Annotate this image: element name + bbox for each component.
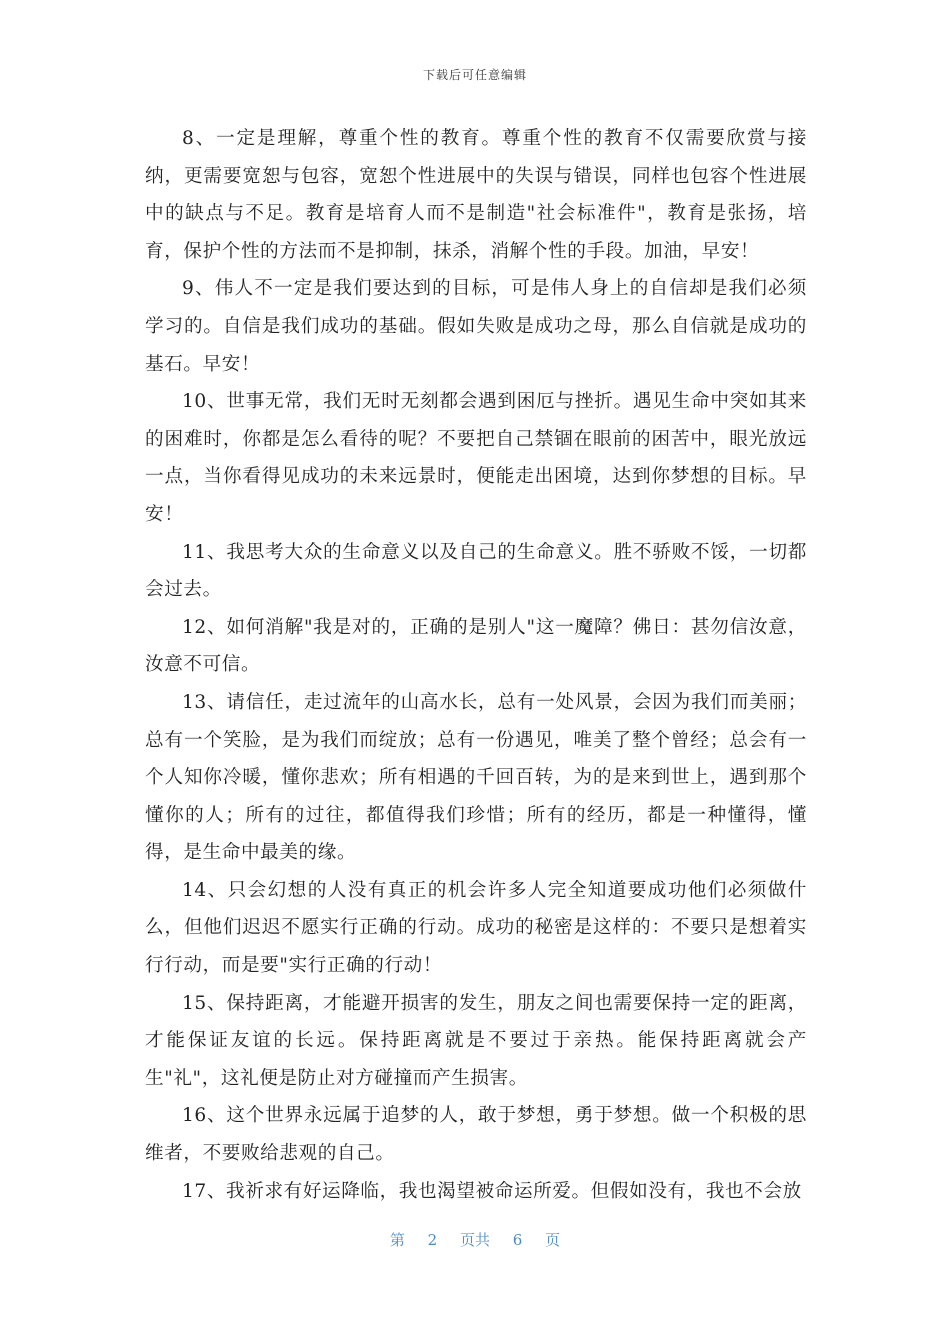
paragraph-8: 8、一定是理解，尊重个性的教育。尊重个性的教育不仅需要欣赏与接纳，更需要宽恕与包容，宽恕个性进展中的失误与错误，同样也包容个性进展中的缺点与不足。教育是培育人而不是制造"社会标准件"，教育是张扬，培育，保护个性的方法而不是抑制，抹杀，消解个性的手段。加油，早安！	[145, 128, 807, 262]
footer-suffix: 页	[545, 1231, 561, 1249]
paragraph-11: 11、我思考大众的生命意义以及自己的生命意义。胜不骄败不馁，一切都会过去。	[145, 541, 807, 601]
footer-total-pages: 6	[512, 1231, 523, 1249]
paragraph-12: 12、如何消解"我是对的，正确的是别人"这一魔障？佛日：甚勿信汝意，汝意不可信。	[145, 616, 807, 676]
paragraph-16: 16、这个世界永远属于追梦的人，敢于梦想，勇于梦想。做一个积极的思维者，不要败给悲观的自己。	[145, 1105, 807, 1165]
paragraph-14: 14、只会幻想的人没有真正的机会许多人完全知道要成功他们必须做什么，但他们迟迟不愿实行正确的行动。成功的秘密是这样的：不要只是想着实行行动，而是要"实行正确的行动！	[145, 879, 807, 977]
paragraph-17: 17、我祈求有好运降临，我也渴望被命运所爱。但假如没有，我也不会放	[182, 1180, 802, 1202]
paragraph-9: 9、伟人不一定是我们要达到的目标，可是伟人身上的自信却是我们必须学习的。自信是我们成功的基础。假如失败是成功之母，那么自信就是成功的基石。早安！	[145, 278, 807, 375]
paragraph-10: 10、世事无常，我们无时无刻都会遇到困厄与挫折。遇见生命中突如其来的困难时，你都是怎么看待的呢？不要把自己禁锢在眼前的困苦中，眼光放远一点，当你看得见成功的未来远景时，便能走出困境，达到你梦想的目标。早安！	[145, 391, 807, 525]
paragraph-15: 15、保持距离，才能避开损害的发生，朋友之间也需要保持一定的距离，才能保证友谊的长远。保持距离就是不要过于亲热。能保持距离就会产生"礼"，这礼便是防止对方碰撞而产生损害。	[145, 992, 807, 1089]
paragraph-13: 13、请信任，走过流年的山高水长，总有一处风景，会因为我们而美丽；总有一个笑脸，是为我们而绽放；总有一份遇见，唯美了整个曾经；总会有一个人知你冷暖，懂你悲欢；所有相遇的千回百转，为的是来到世上，遇到那个懂你的人；所有的过往，都值得我们珍惜；所有的经历，都是一种懂得，懂得，是生命中最美的缘。	[145, 691, 807, 864]
page-header: 下载后可任意编辑	[422, 68, 527, 82]
footer-prefix: 第	[389, 1231, 405, 1249]
page-footer	[0, 1229, 950, 1250]
footer-middle: 页共	[459, 1231, 490, 1249]
footer-current-page: 2	[427, 1231, 438, 1249]
document-body	[145, 120, 807, 1210]
